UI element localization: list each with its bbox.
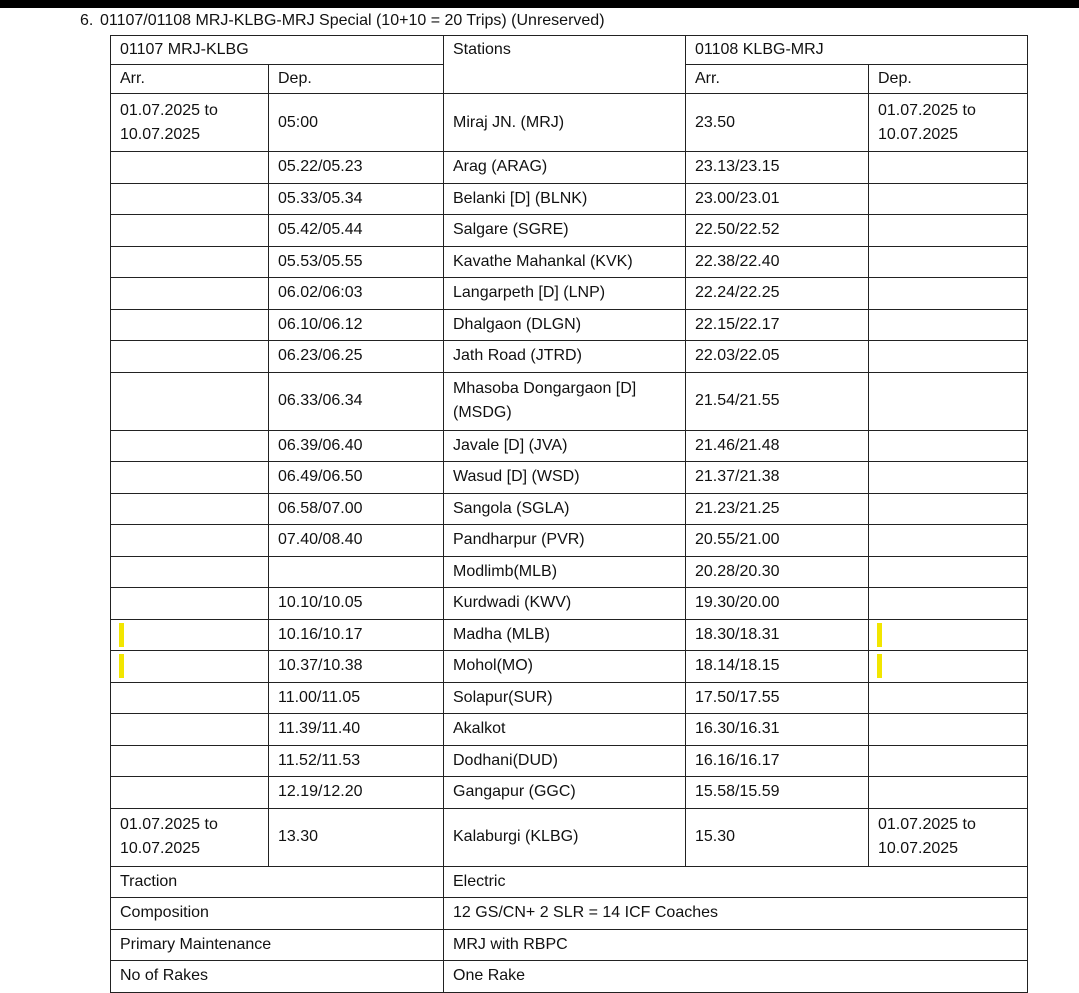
arr-left-cell [111, 745, 269, 777]
footer-label: No of Rakes [111, 961, 444, 993]
footer-value: 12 GS/CN+ 2 SLR = 14 ICF Coaches [444, 898, 1028, 930]
arr-left-cell [111, 525, 269, 557]
cell-text: 05.42/05.44 [278, 221, 363, 239]
dep-right-cell [869, 309, 1028, 341]
cell-text: 15.30 [695, 828, 736, 845]
timetable-row [111, 430, 1028, 462]
timetable-row [111, 183, 1028, 215]
arr-left-cell [111, 246, 269, 278]
timetable-row [111, 152, 1028, 184]
timetable-row [111, 777, 1028, 809]
cell-text: 17.50/17.55 [695, 688, 780, 706]
dep-left-cell [269, 651, 444, 683]
dep-right-cell [869, 278, 1028, 310]
timetable-row [111, 745, 1028, 777]
cell-text: 06.02/06:03 [278, 284, 363, 302]
timetable-row [111, 682, 1028, 714]
arr-header-right: Arr. [686, 65, 869, 94]
cell-text: Akalkot [453, 720, 506, 738]
dep-right-cell [869, 777, 1028, 809]
cell-text: Langarpeth [D] (LNP) [453, 284, 606, 302]
cell-text: Arag (ARAG) [453, 158, 548, 176]
cell-text: Jath Road (JTRD) [453, 347, 582, 365]
section-heading [80, 12, 605, 30]
cell-text: 13.30 [278, 828, 319, 845]
dep-right-cell [869, 588, 1028, 620]
right-train-header: 01108 KLBG-MRJ [686, 36, 1028, 65]
arr-right-cell [686, 246, 869, 278]
highlight-mark [119, 623, 124, 647]
arr-left-cell [111, 341, 269, 373]
arr-right-cell [686, 430, 869, 462]
timetable-row [111, 372, 1028, 430]
station-cell [444, 278, 686, 310]
cell-text: 06.10/06.12 [278, 315, 363, 333]
cell-text: Kalaburgi (KLBG) [453, 828, 579, 845]
station-cell [444, 183, 686, 215]
station-cell [444, 619, 686, 651]
arr-left-cell [111, 714, 269, 746]
cell-text: 11.00/11.05 [278, 688, 361, 706]
dep-left-cell [269, 745, 444, 777]
dep-right-cell [869, 525, 1028, 557]
cell-text: 18.14/18.15 [695, 657, 780, 675]
cell-text: Kavathe Mahankal (KVK) [453, 252, 633, 270]
timetable-row [111, 309, 1028, 341]
dep-right-cell [869, 651, 1028, 683]
footer-row [111, 961, 1028, 993]
cell-text: 10.16/10.17 [278, 625, 363, 643]
dep-left-cell [269, 215, 444, 247]
cell-text: Dhalgaon (DLGN) [453, 315, 582, 333]
cell-text: Mohol(MO) [453, 657, 534, 675]
cell-text: Solapur(SUR) [453, 688, 553, 706]
cell-text: Madha (MLB) [453, 625, 550, 643]
arr-left-cell [111, 430, 269, 462]
arr-right-cell [686, 777, 869, 809]
dep-right-cell [869, 745, 1028, 777]
dep-right-cell [869, 462, 1028, 494]
cell-text: 01.07.2025 to 10.07.2025 [878, 101, 976, 143]
cell-text: 01.07.2025 to 10.07.2025 [120, 816, 218, 857]
cell-text: 21.46/21.48 [695, 436, 780, 454]
arr-right-cell [686, 309, 869, 341]
station-cell [444, 493, 686, 525]
dep-right-cell [869, 372, 1028, 430]
station-cell [444, 246, 686, 278]
cell-text: Miraj JN. (MRJ) [453, 113, 565, 131]
footer-value: One Rake [444, 961, 1028, 993]
cell-text: 22.15/22.17 [695, 315, 780, 333]
dep-header-left: Dep. [269, 65, 444, 94]
timetable-row [111, 619, 1028, 651]
arr-right-cell [686, 341, 869, 373]
header-row-trains [111, 36, 1028, 65]
dep-left-cell [269, 682, 444, 714]
dep-right-cell [869, 246, 1028, 278]
cell-text: Dodhani(DUD) [453, 751, 558, 769]
dep-left-cell [269, 430, 444, 462]
cell-text: 01.07.2025 to 10.07.2025 [120, 101, 218, 143]
timetable-footer [111, 866, 1028, 992]
cell-text: 06.23/06.25 [278, 347, 363, 365]
cell-text: 05.22/05.23 [278, 158, 363, 176]
stations-header: Stations [444, 36, 686, 94]
arr-left-cell [111, 588, 269, 620]
top-border-bar [0, 0, 1079, 8]
cell-text: 16.16/16.17 [695, 751, 780, 769]
arr-right-cell [686, 525, 869, 557]
cell-text: Wasud [D] (WSD) [453, 468, 580, 486]
arr-left-cell [111, 372, 269, 430]
timetable-row [111, 556, 1028, 588]
dep-right-cell [869, 183, 1028, 215]
cell-text: 22.24/22.25 [695, 284, 780, 302]
cell-text: 20.55/21.00 [695, 531, 780, 549]
arr-right-cell [686, 556, 869, 588]
arr-left-cell [111, 619, 269, 651]
dep-left-cell [269, 309, 444, 341]
arr-right-cell [686, 462, 869, 494]
cell-text: 21.54/21.55 [695, 392, 780, 409]
timetable [110, 35, 1028, 993]
station-cell [444, 808, 686, 866]
footer-label: Primary Maintenance [111, 929, 444, 961]
arr-left-cell [111, 94, 269, 152]
station-cell [444, 430, 686, 462]
cell-text: 21.37/21.38 [695, 468, 780, 486]
cell-text: 21.23/21.25 [695, 499, 780, 517]
station-cell [444, 745, 686, 777]
footer-label: Traction [111, 866, 444, 898]
footer-row [111, 866, 1028, 898]
arr-right-cell [686, 682, 869, 714]
timetable-row [111, 94, 1028, 152]
cell-text: 11.52/11.53 [278, 751, 361, 769]
arr-left-cell [111, 493, 269, 525]
timetable-row [111, 215, 1028, 247]
timetable-row [111, 588, 1028, 620]
footer-value: Electric [444, 866, 1028, 898]
dep-left-cell [269, 246, 444, 278]
cell-text: 23.13/23.15 [695, 158, 780, 176]
arr-right-cell [686, 651, 869, 683]
arr-left-cell [111, 278, 269, 310]
dep-left-cell [269, 278, 444, 310]
cell-text: 11.39/11.40 [278, 720, 361, 738]
cell-text: Salgare (SGRE) [453, 221, 569, 239]
arr-left-cell [111, 651, 269, 683]
cell-text: 07.40/08.40 [278, 531, 363, 549]
station-cell [444, 651, 686, 683]
dep-header-right: Dep. [869, 65, 1028, 94]
cell-text: 23.50 [695, 113, 736, 131]
arr-left-cell [111, 682, 269, 714]
dep-left-cell [269, 808, 444, 866]
arr-right-cell [686, 714, 869, 746]
cell-text: 06.39/06.40 [278, 436, 363, 454]
cell-text: Mhasoba Dongargaon [D] (MSDG) [453, 380, 637, 421]
station-cell [444, 525, 686, 557]
arr-right-cell [686, 588, 869, 620]
footer-label: Composition [111, 898, 444, 930]
arr-right-cell [686, 152, 869, 184]
timetable-row [111, 525, 1028, 557]
station-cell [444, 556, 686, 588]
dep-right-cell [869, 430, 1028, 462]
cell-text: Javale [D] (JVA) [453, 436, 568, 454]
timetable-row [111, 278, 1028, 310]
cell-text: 15.58/15.59 [695, 783, 780, 801]
cell-text: 23.00/23.01 [695, 189, 780, 207]
arr-right-cell [686, 215, 869, 247]
dep-right-cell [869, 152, 1028, 184]
dep-left-cell [269, 152, 444, 184]
cell-text: 05.33/05.34 [278, 189, 363, 207]
dep-left-cell [269, 714, 444, 746]
arr-right-cell [686, 745, 869, 777]
arr-left-cell [111, 808, 269, 866]
cell-text: 06.58/07.00 [278, 499, 363, 517]
arr-right-cell [686, 94, 869, 152]
timetable-row [111, 714, 1028, 746]
cell-text: 19.30/20.00 [695, 594, 780, 612]
timetable-row [111, 651, 1028, 683]
dep-left-cell [269, 777, 444, 809]
arr-left-cell [111, 152, 269, 184]
arr-right-cell [686, 493, 869, 525]
cell-text: Kurdwadi (KWV) [453, 594, 572, 612]
dep-left-cell [269, 372, 444, 430]
dep-right-cell [869, 619, 1028, 651]
cell-text: Sangola (SGLA) [453, 499, 570, 517]
cell-text: 06.49/06.50 [278, 468, 363, 486]
dep-right-cell [869, 808, 1028, 866]
timetable-body [111, 94, 1028, 867]
dep-left-cell [269, 556, 444, 588]
arr-left-cell [111, 556, 269, 588]
dep-left-cell [269, 493, 444, 525]
arr-right-cell [686, 183, 869, 215]
dep-right-cell [869, 493, 1028, 525]
dep-left-cell [269, 462, 444, 494]
cell-text: Modlimb(MLB) [453, 562, 558, 580]
dep-left-cell [269, 183, 444, 215]
station-cell [444, 341, 686, 373]
highlight-mark [877, 623, 882, 647]
arr-right-cell [686, 278, 869, 310]
footer-value: MRJ with RBPC [444, 929, 1028, 961]
arr-left-cell [111, 777, 269, 809]
dep-right-cell [869, 556, 1028, 588]
station-cell [444, 309, 686, 341]
cell-text: Pandharpur (PVR) [453, 531, 585, 549]
dep-left-cell [269, 94, 444, 152]
arr-left-cell [111, 462, 269, 494]
cell-text: 05.53/05.55 [278, 252, 363, 270]
arr-left-cell [111, 215, 269, 247]
item-number: 6. [80, 12, 94, 29]
dep-left-cell [269, 619, 444, 651]
cell-text: 22.50/22.52 [695, 221, 780, 239]
cell-text: 18.30/18.31 [695, 625, 780, 643]
station-cell [444, 94, 686, 152]
cell-text: 16.30/16.31 [695, 720, 780, 738]
dep-right-cell [869, 94, 1028, 152]
cell-text: 10.10/10.05 [278, 594, 363, 612]
arr-right-cell [686, 372, 869, 430]
cell-text: 01.07.2025 to 10.07.2025 [878, 816, 976, 857]
timetable-row [111, 462, 1028, 494]
dep-right-cell [869, 682, 1028, 714]
station-cell [444, 777, 686, 809]
cell-text: 12.19/12.20 [278, 783, 363, 801]
arr-right-cell [686, 619, 869, 651]
cell-text: 20.28/20.30 [695, 562, 780, 580]
timetable-row [111, 341, 1028, 373]
train-title: 01107/01108 MRJ-KLBG-MRJ Special (10+10 = 20 Trips) (Unreserved) [100, 12, 605, 29]
arr-left-cell [111, 183, 269, 215]
timetable-row [111, 246, 1028, 278]
timetable-row [111, 493, 1028, 525]
arr-left-cell [111, 309, 269, 341]
highlight-mark [877, 654, 882, 678]
arr-header-left: Arr. [111, 65, 269, 94]
station-cell [444, 714, 686, 746]
station-cell [444, 462, 686, 494]
footer-row [111, 898, 1028, 930]
footer-row [111, 929, 1028, 961]
cell-text: 05:00 [278, 113, 319, 131]
dep-right-cell [869, 215, 1028, 247]
dep-left-cell [269, 588, 444, 620]
arr-right-cell [686, 808, 869, 866]
dep-left-cell [269, 341, 444, 373]
dep-right-cell [869, 341, 1028, 373]
dep-right-cell [869, 714, 1028, 746]
station-cell [444, 152, 686, 184]
left-train-header: 01107 MRJ-KLBG [111, 36, 444, 65]
station-cell [444, 215, 686, 247]
station-cell [444, 588, 686, 620]
highlight-mark [119, 654, 124, 678]
cell-text: Belanki [D] (BLNK) [453, 189, 588, 207]
station-cell [444, 372, 686, 430]
station-cell [444, 682, 686, 714]
cell-text: 22.03/22.05 [695, 347, 780, 365]
cell-text: Gangapur (GGC) [453, 783, 576, 801]
cell-text: 06.33/06.34 [278, 392, 363, 409]
cell-text: 10.37/10.38 [278, 657, 363, 675]
cell-text: 22.38/22.40 [695, 252, 780, 270]
dep-left-cell [269, 525, 444, 557]
timetable-row [111, 808, 1028, 866]
